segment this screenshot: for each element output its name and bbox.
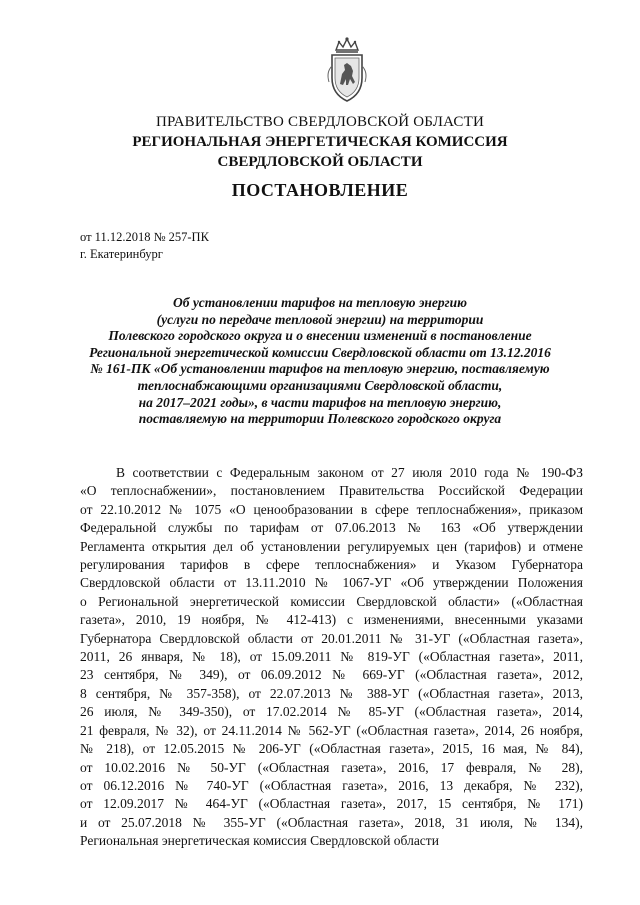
body-line: от 06.12.2016 № 740-УГ («Областная газета», 2016, 13 декабря, № 232), bbox=[80, 777, 583, 793]
issuer-line-region: СВЕРДЛОВСКОЙ ОБЛАСТИ bbox=[217, 154, 423, 170]
document-meta bbox=[80, 229, 209, 263]
body-line: Губернатора Свердловской области от 20.01.2011 № 31-УГ («Областная газета», bbox=[80, 630, 583, 646]
body-line: о Региональной энергетической комиссии Свердловской области» («Областная bbox=[80, 593, 583, 609]
body-line: регулирования тарифов в сфере теплоснабжения» и Указом Губернатора bbox=[80, 557, 583, 573]
title-line: теплоснабжающими организациями Свердловской области, bbox=[137, 377, 503, 393]
document-city: г. Екатеринбург bbox=[80, 247, 163, 261]
title-line: № 161-ПК «Об установлении тарифов на тепловую энергию, поставляемую bbox=[90, 361, 550, 377]
document-body-paragraph bbox=[80, 464, 583, 851]
body-line: 21 февраля, № 32), от 24.11.2014 № 562-УГ («Областная газета», 2014, 26 ноября, bbox=[80, 722, 583, 738]
title-line: Полевского городского округа и о внесении изменений в постановление bbox=[108, 328, 532, 344]
body-line: № 218), от 12.05.2015 № 206-УГ («Областная газета», 2015, 16 мая, № 84), bbox=[80, 741, 583, 757]
body-line: газета», 2010, 19 ноября, № 412-413) с изменениями, внесенными указами bbox=[80, 612, 583, 628]
body-line: и от 25.07.2018 № 355-УГ («Областная газета», 2018, 31 июля, № 134), bbox=[80, 814, 583, 830]
body-line: Региональная энергетическая комиссия Свердловской области bbox=[80, 833, 439, 849]
title-line: поставляемую на территории Полевского городского округа bbox=[138, 411, 502, 427]
coat-of-arms-icon bbox=[322, 36, 372, 104]
issuer-header bbox=[0, 112, 640, 172]
body-line: В соответствии с Федеральным законом от 27 июля 2010 года № 190-ФЗ bbox=[116, 465, 583, 480]
document-date-number: от 11.12.2018 № 257-ПК bbox=[80, 230, 209, 244]
issuer-line-commission: РЕГИОНАЛЬНАЯ ЭНЕРГЕТИЧЕСКАЯ КОМИССИЯ bbox=[132, 134, 508, 150]
title-line: на 2017–2021 годы», в части тарифов на тепловую энергию, bbox=[138, 394, 502, 410]
body-line: «О теплоснабжении», постановлением Правительства Российской Федерации bbox=[80, 483, 583, 499]
body-line: Регламента открытия дел об установлении регулируемых цен (тарифов) и отмене bbox=[80, 538, 583, 554]
body-line: Свердловской области от 13.11.2010 № 1067-УГ «Об утверждении Положения bbox=[80, 575, 583, 591]
body-line: 2011, 26 января, № 18), от 15.09.2011 № 819-УГ («Областная газета», 2011, bbox=[80, 649, 583, 665]
title-line: Об установлении тарифов на тепловую энергию bbox=[172, 295, 468, 310]
body-line: от 10.02.2016 № 50-УГ («Областная газета», 2016, 17 февраля, № 28), bbox=[80, 759, 583, 775]
document-type-heading: ПОСТАНОВЛЕНИЕ bbox=[231, 180, 409, 200]
issuer-line-government: ПРАВИТЕЛЬСТВО СВЕРДЛОВСКОЙ ОБЛАСТИ bbox=[155, 114, 485, 130]
body-line: 8 сентября, № 357-358), от 22.07.2013 № 388-УГ («Областная газета», 2013, bbox=[80, 685, 583, 701]
body-line: 23 сентября, № 349), от 06.09.2012 № 669-УГ («Областная газета», 2012, bbox=[80, 667, 583, 683]
title-line: Региональной энергетической комиссии Свердловской области от 13.12.2016 bbox=[89, 344, 551, 360]
body-line: от 22.10.2012 № 1075 «О ценообразовании в сфере теплоснабжения», приказом bbox=[80, 501, 583, 517]
title-line: (услуги по передаче тепловой энергии) на территории bbox=[156, 311, 484, 327]
body-line: 26 июля, № 349-350), от 17.02.2014 № 85-УГ («Областная газета», 2014, bbox=[80, 704, 583, 720]
document-title bbox=[62, 295, 578, 428]
body-line: Федеральной службы по тарифам от 07.06.2013 № 163 «Об утверждении bbox=[80, 520, 583, 536]
body-line: от 12.09.2017 № 464-УГ («Областная газета», 2017, 15 сентября, № 171) bbox=[80, 796, 583, 812]
